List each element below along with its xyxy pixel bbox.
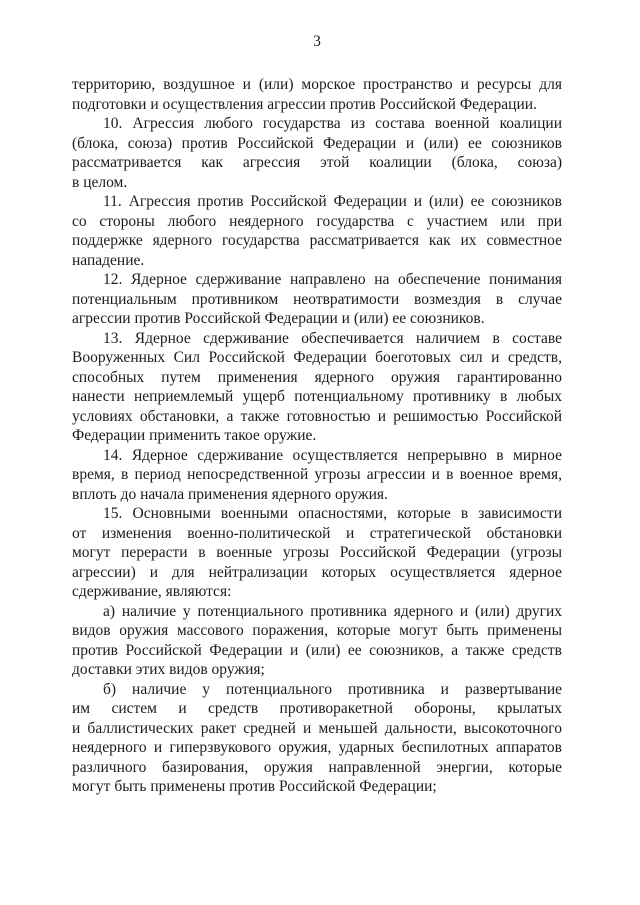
text-line: неядерного и гиперзвукового оружия, ударных беспилотных аппаратов xyxy=(72,739,562,756)
text-line: способных путем применения ядерного оружия гарантированно xyxy=(72,368,562,386)
text-line: видов оружия массового поражения, которые могут быть применены xyxy=(72,622,562,639)
page-number: 3 xyxy=(313,33,321,50)
text-line: условиях обстановки, а также готовностью и решимостью Российской xyxy=(72,407,562,425)
paragraph xyxy=(72,329,562,446)
paragraph xyxy=(72,75,562,114)
text-line: территорию, воздушное и (или) морское пространство и ресурсы для xyxy=(72,76,562,93)
text-line: со стороны любого неядерного государства с участием или при xyxy=(72,212,562,230)
paragraph xyxy=(72,446,562,505)
text-line: различного базирования, оружия направленной энергии, которые xyxy=(72,758,562,776)
paragraph xyxy=(72,114,562,192)
text-line: и баллистических ракет средней и меньшей дальности, высокоточного xyxy=(72,719,562,737)
text-line: сдерживание, являются: xyxy=(72,583,232,600)
text-line: 15. Основными военными опасностями, которые в зависимости xyxy=(103,505,562,522)
text-line: время, в период непосредственной угрозы агрессии и в военное время, xyxy=(72,466,562,483)
text-line: рассматривается как агрессия этой коалиции (блока, союза) xyxy=(72,154,562,171)
text-line: нападение. xyxy=(72,251,145,269)
paragraph xyxy=(72,270,562,329)
text-line: могут быть применены против Российской Федерации; xyxy=(72,778,437,795)
text-line: могут перерасти в военные угрозы Российской Федерации (угрозы xyxy=(72,544,562,561)
text-line: б) наличие у потенциального противника и развертывание xyxy=(103,680,562,698)
text-line: 13. Ядерное сдерживание обеспечивается наличием в составе xyxy=(103,329,562,347)
document-text xyxy=(72,75,562,797)
text-line: против Российской Федерации и (или) ее союзников, а также средств xyxy=(72,641,562,659)
text-line: 10. Агрессия любого государства из состава военной коалиции xyxy=(103,115,562,132)
paragraph xyxy=(72,602,562,680)
paragraph xyxy=(72,192,562,270)
text-line: нанести неприемлемый ущерб потенциальному противнику в любых xyxy=(72,388,562,405)
text-line: (блока, союза) против Российской Федерации и (или) ее союзников xyxy=(72,134,562,152)
text-line: поддержке ядерного государства рассматривается как их совместное xyxy=(72,232,562,249)
text-line: в целом. xyxy=(72,173,128,191)
text-line: 11. Агрессия против Российской Федерации и (или) ее союзников xyxy=(103,193,562,210)
text-line: а) наличие у потенциального противника ядерного и (или) других xyxy=(103,602,562,620)
text-line: агрессии) и для нейтрализации которых осуществляется ядерное xyxy=(72,563,562,581)
text-line: Федерации применить такое оружие. xyxy=(72,427,317,444)
paragraph xyxy=(72,504,562,602)
text-line: от изменения военно-политической и стратегической обстановки xyxy=(72,524,562,542)
text-line: Вооруженных Сил Российской Федерации боеготовых сил и средств, xyxy=(72,349,562,366)
text-line: 12. Ядерное сдерживание направлено на обеспечение понимания xyxy=(103,271,562,288)
text-line: подготовки и осуществления агрессии против Российской Федерации. xyxy=(72,95,537,113)
text-line: вплоть до начала применения ядерного оружия. xyxy=(72,485,388,503)
paragraph xyxy=(72,680,562,797)
text-line: доставки этих видов оружия; xyxy=(72,661,265,678)
text-line: им систем и средств противоракетной обороны, крылатых xyxy=(72,700,562,717)
text-line: потенциальным противником неотвратимости возмездия в случае xyxy=(72,290,562,308)
text-line: агрессии против Российской Федерации и (или) ее союзников. xyxy=(72,310,485,327)
text-line: 14. Ядерное сдерживание осуществляется непрерывно в мирное xyxy=(103,446,562,464)
